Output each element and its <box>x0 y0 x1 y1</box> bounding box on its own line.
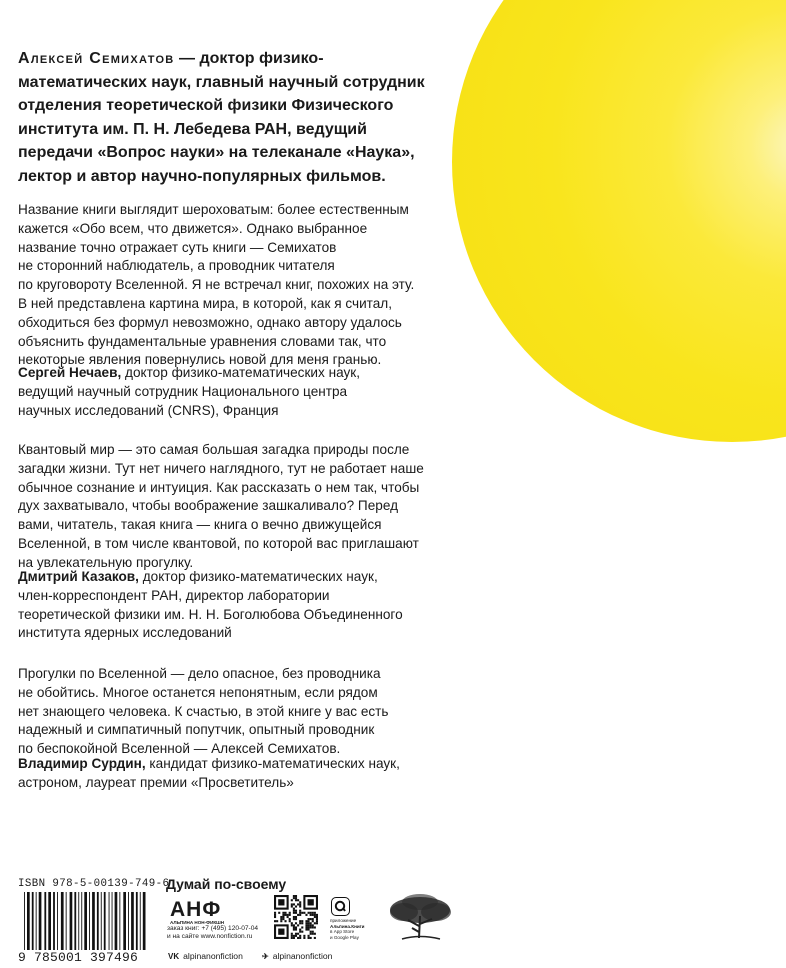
app-promo-line: в App Store <box>330 929 355 935</box>
quote-line: Прогулки по Вселенной — дело опасное, без проводника <box>18 666 381 681</box>
reviewer-credit <box>18 364 458 420</box>
qr-code-icon <box>274 895 318 939</box>
app-promo-line: приложение <box>330 918 357 923</box>
quote-line: название точно отражает суть книги — Семихатов <box>18 239 337 255</box>
app-promo-text <box>330 918 364 940</box>
quote-line: обходиться без формул невозможно, однако автору удалось <box>18 314 402 330</box>
quote-line: надежный и симпатичный попутчик, опытный проводник <box>18 722 375 738</box>
quote-line: Название книги выглядит шероховатым: более естественным <box>18 202 409 217</box>
quote-line: загадки жизни. Тут нет ничего наглядного, тут не работает наше <box>18 460 424 476</box>
isbn-number: ISBN 978-5-00139-749-6 <box>18 878 170 890</box>
quote-line: по круговороту Вселенной. Я не встречал книг, похожих на эту. <box>18 277 415 293</box>
reviewer-name: Дмитрий Казаков, <box>18 569 139 584</box>
social-telegram[interactable] <box>262 951 332 961</box>
quote-line: нет знающего человека. К счастью, в этой книге у вас есть <box>18 703 389 719</box>
publisher-logo <box>170 900 234 925</box>
quote-line: на увлекательную прогулку. <box>18 554 194 570</box>
isbn-barcode <box>18 878 170 965</box>
review-quote <box>18 201 458 370</box>
app-promo-line: и Google Play <box>330 934 359 940</box>
yellow-sun-circle <box>452 0 786 442</box>
reviewer-name: Сергей Нечаев, <box>18 365 122 380</box>
reviewer-credit <box>18 755 458 793</box>
social-vk[interactable] <box>168 951 243 961</box>
credit-line: ведущий научный сотрудник Национального центра <box>18 383 348 399</box>
reviewer-credit <box>18 568 458 643</box>
author-name: Алексей Семихатов <box>18 50 175 67</box>
author-bio <box>18 47 458 189</box>
quote-line: не сторонний наблюдатель, а проводник читателя <box>18 258 335 274</box>
quote-line: не обойтись. Многое останется непонятным, если рядом <box>18 684 378 700</box>
vk-icon: VK <box>168 951 180 961</box>
credit-line: института ядерных исследований <box>18 625 232 641</box>
credit-line: кандидат физико-математических наук, <box>145 756 400 771</box>
credit-line: член-корреспондент РАН, директор лаборатории <box>18 587 330 603</box>
barcode-digits: 9 785001 397496 <box>18 950 139 965</box>
author-bio-line: лектор и автор научно-популярных фильмов. <box>18 167 386 185</box>
credit-line: теоретической физики им. Н. Н. Боголюбова Объединенного <box>18 606 403 622</box>
quote-line: Вселенной, в том числе квантовой, по которой вас приглашают <box>18 535 419 551</box>
quote-line: В ней представлена картина мира, в которой, как я считал, <box>18 295 393 311</box>
credit-line: доктор физико-математических наук, <box>138 569 378 584</box>
quote-line: некоторые явления повернулись новой для меня гранью. <box>18 352 382 368</box>
quote-line: объяснить фундаментальные уравнения словами так, что <box>18 333 387 349</box>
telegram-icon: ✈ <box>262 951 269 961</box>
review-quote <box>18 441 458 573</box>
slogan: Думай по-своему <box>166 876 287 892</box>
quote-line: по беспокойной Вселенной — Алексей Семихатов. <box>18 741 341 757</box>
author-bio-line: математических наук, главный научный сотрудник <box>18 73 425 91</box>
quote-line: обычное сознание и интуиция. Как рассказать о нем так, чтобы <box>18 479 420 495</box>
author-bio-line: отделения теоретической физики Физического <box>18 97 394 115</box>
logo-subtitle: АЛЬПИНА НОН-ФИКШН <box>170 920 225 925</box>
credit-line: доктор физико-математических наук, <box>121 365 361 380</box>
contact-site: и на сайте www.nonfiction.ru <box>167 933 253 941</box>
quote-line: дух захватывало, чтобы воображение зашкаливало? Перед <box>18 498 399 514</box>
reviewer-name: Владимир Сурдин, <box>18 756 146 771</box>
review-quote <box>18 665 458 759</box>
quote-line: кажется «Обо всем, что движется». Однако выбранное <box>18 220 368 236</box>
app-logo-icon <box>331 897 350 916</box>
author-bio-line: — доктор физико- <box>174 50 324 67</box>
credit-line: научных исследований (CNRS), Франция <box>18 402 279 418</box>
contacts <box>167 925 258 942</box>
credit-line: астроном, лауреат премии «Просветитель» <box>18 774 294 790</box>
author-bio-line: института им. П. Н. Лебедева РАН, ведущий <box>18 120 367 138</box>
author-bio-line: передачи «Вопрос науки» на телеканале «Наука», <box>18 144 415 162</box>
tree-icon <box>384 892 456 948</box>
social-label: alpinanonfiction <box>183 951 243 961</box>
quote-line: вами, читатель, такая книга — книга о вечно движущейся <box>18 517 382 533</box>
barcode-bars <box>18 890 150 952</box>
app-promo-line: Альпина.Книги <box>330 923 365 929</box>
contact-phone: заказ книг: +7 (495) 120-07-04 <box>167 925 259 932</box>
social-label: alpinanonfiction <box>272 951 333 961</box>
logo-letters: АНФ <box>170 898 222 921</box>
quote-line: Квантовый мир — это самая большая загадка природы после <box>18 442 410 457</box>
